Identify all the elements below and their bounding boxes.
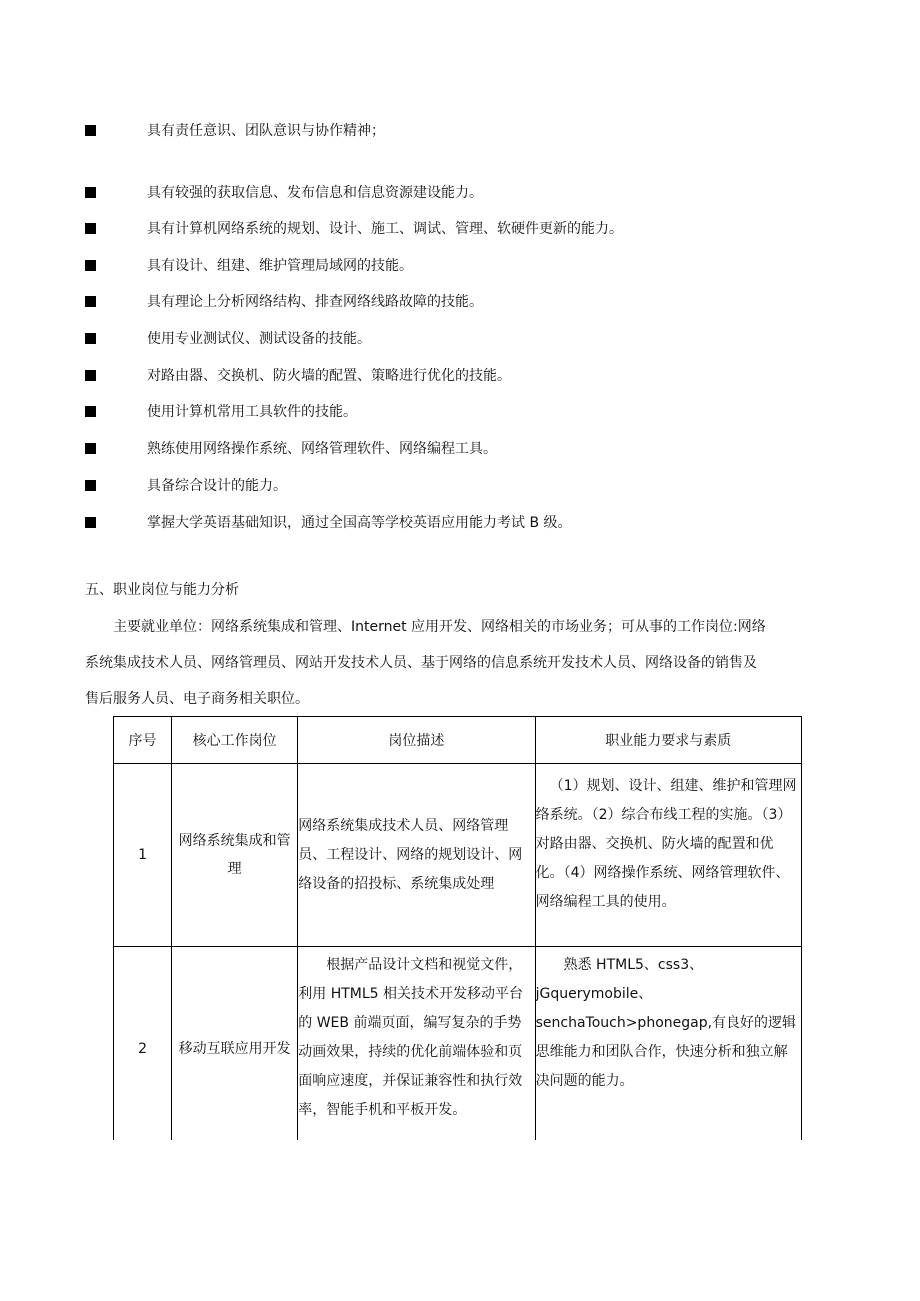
square-bullet-icon: [85, 187, 96, 198]
row-role: 网络系统集成和管理: [172, 764, 298, 947]
row-description: 网络系统集成技术人员、网络管理员、工程设计、网络的规划设计、网络设备的招投标、系统集成处理: [298, 764, 535, 947]
table-header-row: [114, 717, 802, 764]
list-item: 使用计算机常用工具软件的技能。: [85, 402, 785, 422]
list-item: 使用专业测试仪、测试设备的技能。: [85, 329, 785, 349]
page-bottom-mask: [112, 1140, 812, 1301]
section-paragraph: [85, 609, 830, 717]
list-item: 具备综合设计的能力。: [85, 476, 785, 496]
list-item: 具有计算机网络系统的规划、设计、施工、调试、管理、软硬件更新的能力。: [85, 219, 785, 239]
list-item: 熟练使用网络操作系统、网络管理软件、网络编程工具。: [85, 439, 785, 459]
square-bullet-icon: [85, 370, 96, 381]
square-bullet-icon: [85, 333, 96, 344]
row-requirements: 熟悉 HTML5、css3、jGquerymobile、senchaTouch>phonegap,有良好的逻辑思维能力和团队合作，快速分析和独立解决问题的能力。: [535, 947, 801, 1236]
square-bullet-icon: [85, 443, 96, 454]
list-item: 具有较强的获取信息、发布信息和信息资源建设能力。: [85, 183, 785, 203]
header-cell-requirements: 职业能力要求与素质: [535, 717, 801, 764]
list-item: 具有设计、组建、维护管理局域网的技能。: [85, 256, 785, 276]
square-bullet-icon: [85, 480, 96, 491]
header-cell-role: 核心工作岗位: [172, 717, 298, 764]
paragraph-line: 主要就业单位：网络系统集成和管理、Internet 应用开发、网络相关的市场业务；可从事的工作岗位:网络: [113, 619, 766, 635]
row-number: 2: [114, 947, 172, 1236]
square-bullet-icon: [85, 260, 96, 271]
row-requirements: （1）规划、设计、组建、维护和管理网络系统。（2）综合布线工程的实施。（3）对路由器、交换机、防火墙的配置和优化。（4）网络操作系统、网络管理软件、网络编程工具的使用。: [535, 764, 801, 947]
list-item: 掌握大学英语基础知识，通过全国高等学校英语应用能力考试 B 级。: [85, 513, 785, 533]
square-bullet-icon: [85, 223, 96, 234]
list-item: 具有理论上分析网络结构、排查网络线路故障的技能。: [85, 292, 785, 312]
row-role: 移动互联应用开发: [172, 947, 298, 1236]
header-cell-index: 序号: [114, 717, 172, 764]
row-description: 根据产品设计文档和视觉文件，利用 HTML5 相关技术开发移动平台的 WEB 前端页面，编写复杂的手势动画效果，持续的优化前端体验和页面响应速度，并保证兼容性和执行效率，智能手机和平板开发。: [298, 947, 535, 1236]
row-number: 1: [114, 764, 172, 947]
paragraph-line: 售后服务人员、电子商务相关职位。: [85, 691, 309, 707]
paragraph-line: 系统集成技术人员、网络管理员、网站开发技术人员、基于网络的信息系统开发技术人员、网络设备的销售及: [85, 655, 757, 671]
list-item: 具有责任意识、团队意识与协作精神；: [85, 121, 785, 141]
header-cell-description: 岗位描述: [298, 717, 535, 764]
square-bullet-icon: [85, 517, 96, 528]
table-row: [114, 764, 802, 947]
square-bullet-icon: [85, 125, 96, 136]
square-bullet-icon: [85, 406, 96, 417]
list-item: 对路由器、交换机、防火墙的配置、策略进行优化的技能。: [85, 366, 785, 386]
square-bullet-icon: [85, 296, 96, 307]
section-heading: 五、职业岗位与能力分析: [85, 582, 239, 598]
